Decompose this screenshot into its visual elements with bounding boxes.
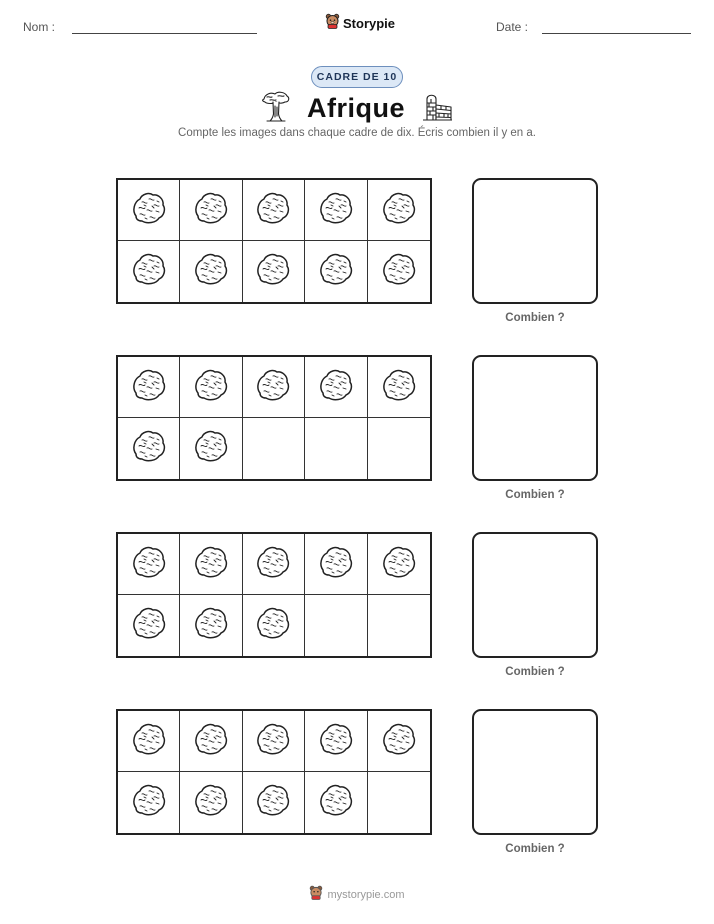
frame-cell [305,357,367,418]
rock-icon [317,781,355,824]
exercise-row-3 [116,532,600,682]
frame-cell [118,357,180,418]
frame-cell [180,711,242,772]
frame-cell [368,534,430,595]
frame-cell [305,595,367,656]
frame-cell [118,711,180,772]
bear-logo-icon [309,885,323,905]
frame-cell [368,711,430,772]
frame-cell [243,595,305,656]
rock-icon [254,543,292,586]
instructions: Compte les images dans chaque cadre de dix. Écris combien il y en a. [178,127,536,139]
frame-cell [243,418,305,479]
date-label: Date : [496,20,529,34]
rock-icon [192,781,230,824]
frame-cell [305,180,367,241]
frame-cell [180,772,242,833]
date-line[interactable] [542,33,691,34]
rock-icon [130,604,168,647]
title-row [0,90,714,127]
rock-icon [130,427,168,470]
rock-icon [192,720,230,763]
rock-icon [380,366,418,409]
page-title: Afrique [307,93,405,123]
brand-name: Storypie [343,16,396,31]
name-label: Nom : [23,20,56,34]
frame-cell [368,241,430,302]
frame-cell [118,180,180,241]
frame-cell [243,180,305,241]
footer-url[interactable]: mystorypie.com [327,889,405,901]
rock-icon [317,720,355,763]
rock-icon [130,366,168,409]
ten-frame [116,178,432,304]
frame-cell [118,595,180,656]
frame-cell [243,534,305,595]
rock-icon [380,543,418,586]
frame-cell [368,180,430,241]
rock-icon [254,781,292,824]
frame-cell [243,241,305,302]
frame-cell [118,418,180,479]
frame-cell [305,711,367,772]
frame-cell [180,180,242,241]
rock-icon [192,604,230,647]
name-line[interactable] [72,33,257,34]
frame-cell [180,534,242,595]
rock-icon [130,250,168,293]
frame-cell [305,418,367,479]
baobab-tree-icon [261,90,291,127]
frame-cell [180,357,242,418]
frame-cell [243,357,305,418]
frame-cell [118,241,180,302]
answer-label: Combien ? [505,843,565,855]
frame-cell [305,772,367,833]
rock-icon [130,189,168,232]
answer-box[interactable] [472,532,598,658]
rock-icon [192,543,230,586]
rock-icon [317,543,355,586]
footer [0,885,714,905]
rock-icon [192,189,230,232]
exercise-row-4 [116,709,600,859]
frame-cell [118,534,180,595]
rock-icon [192,427,230,470]
answer-box[interactable] [472,178,598,304]
rock-icon [317,189,355,232]
frame-cell [368,772,430,833]
frame-cell [243,772,305,833]
frame-cell [118,772,180,833]
frame-cell [368,595,430,656]
exercise-row-2 [116,355,600,505]
rock-icon [192,366,230,409]
category-badge: CADRE DE 10 [311,66,403,88]
rock-icon [130,543,168,586]
frame-cell [305,534,367,595]
rock-icon [130,720,168,763]
bear-logo-icon [325,13,340,34]
great-zimbabwe-tower-icon [421,91,453,126]
rock-icon [254,366,292,409]
answer-box[interactable] [472,355,598,481]
rock-icon [254,604,292,647]
ten-frame [116,532,432,658]
rock-icon [254,720,292,763]
exercise-row-1 [116,178,600,328]
answer-label: Combien ? [505,489,565,501]
answer-label: Combien ? [505,312,565,324]
frame-cell [368,357,430,418]
frame-cell [180,241,242,302]
rock-icon [254,189,292,232]
frame-cell [243,711,305,772]
brand [325,13,395,34]
frame-cell [305,241,367,302]
ten-frame [116,709,432,835]
frame-cell [180,418,242,479]
rock-icon [130,781,168,824]
rock-icon [192,250,230,293]
rock-icon [254,250,292,293]
rock-icon [380,720,418,763]
rock-icon [317,250,355,293]
rock-icon [380,189,418,232]
frame-cell [368,418,430,479]
frame-cell [180,595,242,656]
rock-icon [317,366,355,409]
rock-icon [380,250,418,293]
answer-box[interactable] [472,709,598,835]
ten-frame [116,355,432,481]
answer-label: Combien ? [505,666,565,678]
